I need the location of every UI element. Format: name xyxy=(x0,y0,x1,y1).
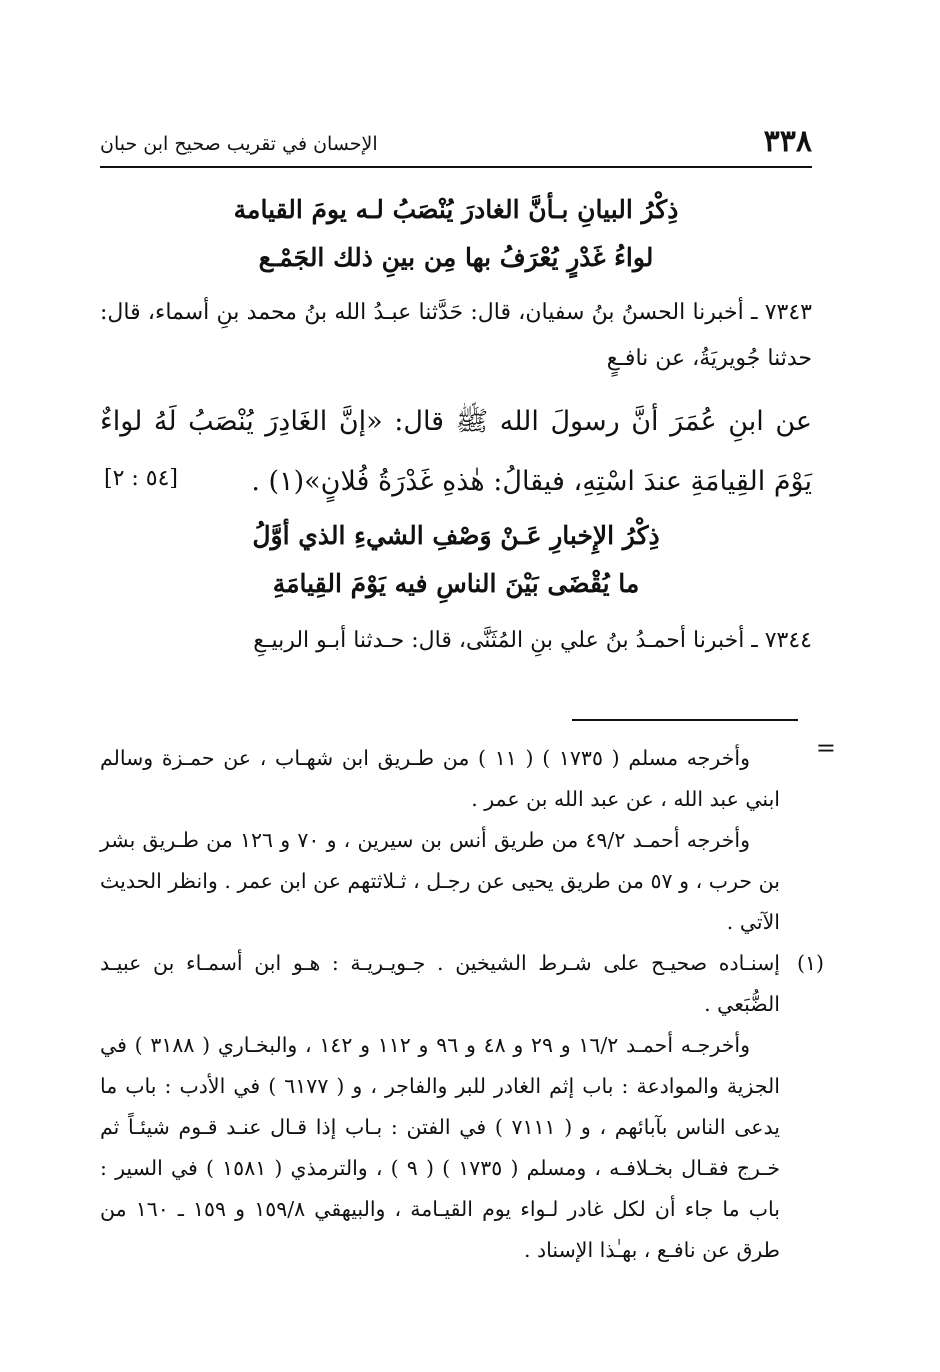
chapter-heading-2 xyxy=(100,512,812,608)
footnote-1 xyxy=(100,943,824,1025)
hadith-7343-reference: [٢ : ٥٤] xyxy=(104,466,179,491)
chapter-heading-2-line-1: ذِكْرُ الإِخبارِ عَـنْ وَصْفِ الشيءِ الذي أوَّلُ xyxy=(252,521,660,550)
hadith-7343-isnad: ٧٣٤٣ ـ أخبرنا الحسنُ بنُ سفيان، قال: حَدَّثنا عبـدُ الله بنُ محمد بنِ أسماء، قال: حدثنا جُويريَةُ، عن نافـعٍ xyxy=(100,300,812,371)
page-header xyxy=(100,122,812,168)
footnote-paragraph-3: وأخرجـه أحمـد ١٦/٢ و ٢٩ و ٤٨ و ٩٦ و ١١٢ و ١٤٢ ، والبخـاري ( ٣١٨٨ ) في الجزية والموادعة : باب إثم الغادر للبر والفاجر ، و ( ٦١٧٧ ) في الأدب : باب ما يدعى الناس بآبائهم ، و ( ٧١١١ ) في الفتن : بـاب إذا قـال عنـد قـوم شيئـاً ثم خـرج فقـال بخـلافـه ، ومسلم ( ١٧٣٥ ) ( ٩ ) ، والترمذي ( ١٥٨١ ) في السير : باب ما جاء أن لكل غادر لـواء يوم القيـامة ، والبيهقي ١٥٩/٨ و ١٥٩ ـ ١٦٠ من طرق عن نافـع ، بهـٰذا الإسناد . xyxy=(100,1033,781,1262)
footnote-continuation-mark: = xyxy=(815,734,836,762)
running-title: الإحسان في تقريب صحيح ابن حبان xyxy=(100,133,378,155)
chapter-heading-1 xyxy=(100,186,812,282)
footnotes xyxy=(100,738,824,1271)
hadith-7344-isnad: ٧٣٤٤ ـ أخبرنا أحمـدُ بنُ علي بنِ المُثَنَّى، قال: حـدثنا أبـو الربيـعِ xyxy=(253,628,812,653)
footnote-separator xyxy=(572,719,798,721)
chapter-heading-1-line-2: لواءُ غَدْرٍ يُعْرَفُ بها مِن بينِ ذلك الجَمْـع xyxy=(258,243,654,272)
hadith-7343-matn: عن ابنِ عُمَرَ أنَّ رسولَ الله ﷺ قال: «إنَّ الغَادِرَ يُنْصَبُ لَهُ لواءٌ يَوْمَ القِيامَةِ عندَ اسْتِهِ، فيقالُ: هٰذهِ غَدْرَةُ فُلانٍ»(١) . xyxy=(100,406,812,497)
footnote-paragraph-1: وأخرجه مسلم ( ١٧٣٥ ) ( ١١ ) من طـريق ابن شهـاب ، عن حمـزة وسالم ابني عبد الله ، عن عبد الله بن عمر . xyxy=(100,746,780,811)
page-number: ٣٣٨ xyxy=(763,124,812,159)
footnote-1-number: (١) xyxy=(796,951,824,975)
chapter-heading-2-line-2: ما يُقْضَى بَيْنَ الناسِ فيه يَوْمَ القِيامَةِ xyxy=(272,569,640,598)
footnote-1-text: إسنـاده صحيـح على شـرط الشيخين . جـويـريـة : هـو ابن أسمـاء بن عبيـد الضُّبَعي . xyxy=(100,951,780,1016)
footnote-paragraph-2: وأخرجه أحمـد ٤٩/٢ من طريق أنس بن سيرين ، و ٧٠ و ١٢٦ من طـريق بشر بن حرب ، و ٥٧ من طريق يحيى عن رجـل ، ثـلاثتهم عن ابن عمر . وانظر الحديث الآتي . xyxy=(100,828,780,934)
chapter-heading-1-line-1: ذِكْرُ البيانِ بـأنَّ الغادرَ يُنْصَبُ لـه يومَ القيامة xyxy=(233,195,679,224)
